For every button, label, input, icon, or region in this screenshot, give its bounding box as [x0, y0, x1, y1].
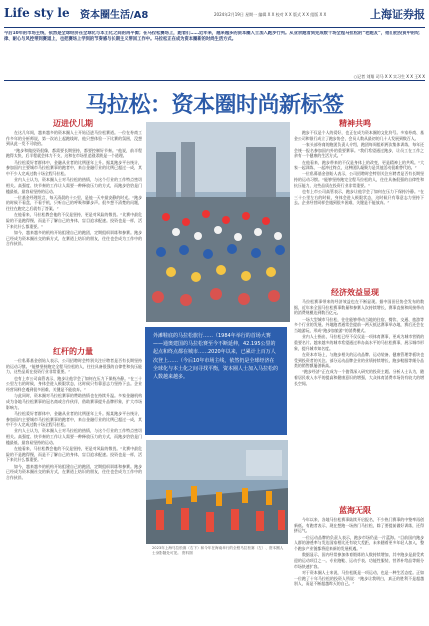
paragraph: 在资本市场上，与跑步相关的运动品牌、运动装备、健康管理等板块也受到投资者的关注。部分运动品牌企业的业绩持续增长，跑步鞋服等细分品类的销售额屡创新高。 [294, 351, 424, 369]
lead-paragraph: 今后10年的市场主线，依然是全球经济在全球化与本土化之间的再平衡；在马拉松赛场上，跑者们……近年来，越来越多的资本圈人士加入跑步行列。从业余跑者到完成数十场全程马拉松的“老跑友”，他们把投资中的纪律、耐心与风控带到赛道上，也把赛场上学到的节奏感与长期主义带回工作中。马拉松正在成为资本圈新的时尚生活方式。 [4, 31, 420, 43]
paragraph: 一场大型城市马拉松，往往能够带动当地的住宿、餐饮、交通、旅游等多个行业的发展。外地跑者通常会提前一两天抵达赛事举办地，赛后还会在当地游玩，形成“跑步加旅游”的消费模式。 [294, 316, 424, 334]
paragraph: “跑步经济”正在成为一个值得深入研究的投资主题。分析人士认为，随着居民收入水平的提高和健康意识的增强，大众体育消费市场仍有较大的增长空间。 [294, 369, 424, 386]
header-rule [4, 27, 425, 28]
paragraph: 一位私募基金创始人表示，公司招聘时会特别关注应聘者是否有长期坚持的运动习惯。“能够坚持跑完全程马拉松的人，往往具备很强的自律性和抗压能力，这些品质在投资行业非常重要。” [294, 171, 424, 188]
paragraph: 也有上市公司高管表示，跑步让他学会了如何在压力下保持冷静。“在三十公里左右的时候，身体会进入极限状态，这时候只有靠意志力坚持下去。企业经营同样会遇到很多困难，关键是不能放弃。” [6, 375, 142, 393]
subhead-5: 蓝海无限 [339, 506, 371, 515]
paragraph: 跑步不仅是个人的爱好，也正在成为资本圈的文化符号。多家券商、基金公司和银行成立了跑步协会，会员人数从最初的几十人发展到数百人。 [294, 130, 424, 141]
article-column-1b [6, 358, 142, 620]
article-column-3 [294, 130, 424, 284]
paragraph: 在他看来，跑步带来的不仅是身体上的改变，更是精神上的共鸣。“大家一起训练、一起冲过终点，这种团队凝聚力是其他活动很难替代的。” [294, 159, 424, 171]
paragraph: 与此同时，资本圈对马拉松赛事的赞助热情也在持续升温。多家金融机构成为各地马拉松赛事的冠名商或合作伙伴，借助赛事提升品牌形象，扩大市场影响力。 [6, 393, 142, 410]
paragraph: 业内人士指出，马拉松已经不仅仅是一项体育赛事，更成为城市营销的重要名片。越来越多的城市希望通过举办高水平的马拉松赛事，展示城市形象，提升城市知名度。 [294, 334, 424, 351]
masthead: 上海证券报 [370, 8, 425, 21]
paragraph: 对于资本圈人士来说，马拉松既是一项运动，也是一种生活态度。正如一位跑了十年马拉松的投资人所说：“跑步让我明白，真正的胜利不是超越别人，而是不断超越昨天的自己。” [294, 569, 424, 587]
headline: 马拉松：资本圈时尚新标签 [85, 93, 344, 118]
marathon-photo-top [146, 122, 290, 322]
brand-logo: Life sty le [4, 6, 70, 20]
paragraph: 今年以来，各地马拉松赛事陆续开启报名，不少热门赛事的中签率再创新低。有跑者表示，现在想跑一场热门马拉松，除了要提前做好训练，还得拼运气。 [294, 517, 424, 534]
paragraph: 在他看来，马拉松教会他的不仅是坚持，更是对风险的敬畏。“比赛中最危险的不是跑得慢，而是不了解自己的身体，盲目追求配速。投资也是一样，活下来比什么都重要。” [6, 212, 142, 229]
paragraph: 业内人士认为，资本圈人士对马拉松的热情，与这个行业的工作特点密切相关。高强度、快节奏的工作让人需要一种释放压力的方式，而跑步恰恰是门槛最低、最容易坚持的运动。 [6, 177, 142, 194]
paragraph: 业内人士认为，资本圈人士对马拉松的热情，与这个行业的工作特点密切相关。高强度、快节奏的工作让人需要一种释放压力的方式，而跑步恰恰是门槛最低、最容易坚持的运动。 [6, 428, 142, 445]
paragraph: 如今，越来越多的机构开始组建自己的跑团，定期组织训练和参赛。跑步已经成为资本圈社交的新方式，在赛道上结识的朋友，往往也会成为工作中的合作伙伴。 [6, 229, 142, 247]
paragraph: 也有上市公司高管表示，跑步让他学会了如何在压力下保持冷静。“在三十公里左右的时候，身体会进入极限状态，这时候只有靠意志力坚持下去。企业经营同样会遇到很多困难，关键是不能放弃。” [294, 189, 424, 206]
paragraph: 一位运动品牌的负责人表示，跑步市场仍是一片蓝海。“目前国内跑步人群的渗透率与发达国家相比还有较大差距，未来随着更多年轻人加入，整个跑步产业链都将迎来新的发展机遇。” [294, 534, 424, 552]
subhead-2: 精神共鸣 [339, 119, 371, 128]
subhead-1: 迈进伏儿期 [53, 119, 93, 128]
paragraph: 一位基金经理坦言，每天清晨的十公里，是他一天中最安静的时光。“跑步的时候不看盘，不看手机，只听自己的呼吸和脚步声。很多想不清楚的问题，往往在跑完之后就有了答案。” [6, 194, 142, 212]
article-column-4 [294, 299, 424, 502]
paragraph: 马拉松爱好者群体中，金融从业者的比例逐年上升。据某跑步平台统计，参加国内主要城市马拉松赛事的跑者中，来自金融行业的比例已超过一成，其中不少人完成过数十场全程马拉松。 [6, 410, 142, 428]
paragraph: 在这几年间，越来越多的资本圈人士开始迈进马拉松赛道。一位在券商工作多年的分析师说，第一次站上起跑线时，他只想体验一下比赛的氛围，没想到从此一发不可收拾。 [6, 130, 142, 147]
paragraph: 马拉松赛事带来的经济效益也在不断显现。据中国田径协会发布的数据，近年来全国马拉松赛事数量和参赛人次持续增长，赛事直接和间接带动的消费规模达到数百亿元。 [294, 299, 424, 316]
article-column-1 [6, 130, 142, 344]
paragraph: 马拉松爱好者群体中，金融从业者的比例逐年上升。据某跑步平台统计，参加国内主要城市马拉松赛事的跑者中，来自金融行业的比例已超过一成，其中不少人完成过数十场全程马拉松。 [6, 159, 142, 176]
paragraph: 如今，越来越多的机构开始组建自己的跑团，定期组织训练和参赛。跑步已经成为资本圈社交的新方式，在赛道上结识的朋友，往往也会成为工作中的合作伙伴。 [6, 463, 142, 481]
paragraph: “跑步和做投资很像，都需要长期坚持，都要控制好节奏。”他说，前半程跑得太快，后半程就会体力不支，这和在市场里追涨杀跌是一个道理。 [6, 147, 142, 159]
lead-rule [4, 80, 425, 81]
paragraph: 一家头部券商的跑团负责人介绍，跑团每周组织两次集体训练，每年还会统一报名参加国内外的重要赛事。“我们希望通过跑步，让员工在工作之余有一个健康的生活方式。” [294, 141, 424, 159]
info-box: 外滩鞋底的马拉松旅行……（1984年举行的首场大赛——通奥建国的马拉松赛至今不断延伸，42.195公里的起点和终点都在城市……2020年以来，已累计上百万人次登上……（今后10年市场主线，依然仍是全球经济在全球化与本土化之间寻找平衡，资本圈人士加入马拉松的人数越来越多。 [145, 327, 287, 435]
paragraph: 数据显示，国内经常参加体育锻炼的人数持续增加，其中跑步是最受欢迎的运动项目之一。专业跑鞋、运动手表、功能性服装、营养补给品等细分市场快速扩容。 [294, 552, 424, 569]
subhead-4: 经济效益显现 [331, 288, 379, 297]
marathon-photo-bottom [146, 440, 288, 544]
dateline: 2024年2月19日 星期一 编辑 X X 校对 X X 版式 X X 组版 X X [214, 12, 327, 17]
photo-caption: 2023年上海马拉松赛（右下）和今年在海南举行的全程马拉松赛（左）、资本圈人士身影随处可见。 资料图 [152, 546, 284, 555]
article-column-5 [294, 517, 424, 622]
paragraph: 在他看来，马拉松教会他的不仅是坚持，更是对风险的敬畏。“比赛中最危险的不是跑得慢，而是不了解自己的身体，盲目追求配速。投资也是一样，活下来比什么都重要。” [6, 446, 142, 463]
section-title: 资本圈生活/A8 [80, 10, 149, 21]
byline: ○记者 刘翔 司马 X X 实习生 X X 王X X [353, 74, 425, 79]
paragraph: 一位私募基金创始人表示，公司招聘时会特别关注应聘者是否有长期坚持的运动习惯。“能够坚持跑完全程马拉松的人，往往具备很强的自律性和抗压能力，这些品质在投资行业非常重要。” [6, 358, 142, 375]
subhead-3: 红杆的力量 [53, 347, 93, 356]
page-header [0, 0, 429, 30]
